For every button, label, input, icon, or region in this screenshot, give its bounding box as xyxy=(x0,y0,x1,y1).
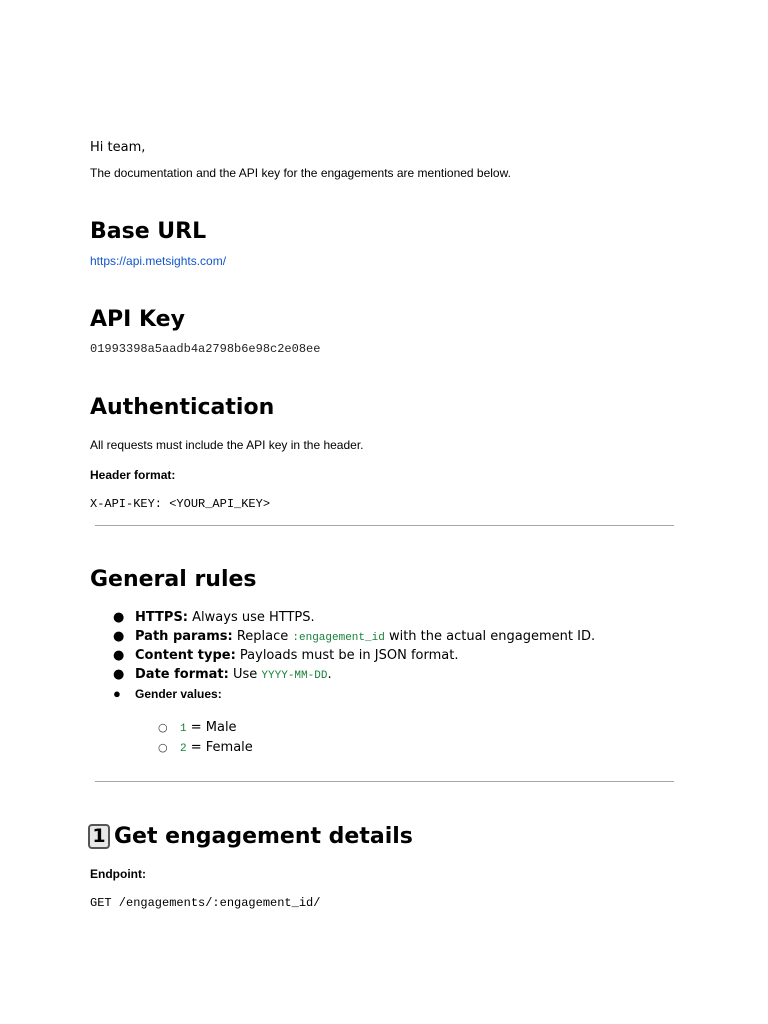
bullet-icon: ● xyxy=(113,648,125,663)
rule-code: YYYY-MM-DD xyxy=(261,670,328,682)
list-item xyxy=(158,739,253,759)
rule-label: Path params: xyxy=(135,629,233,644)
gender-code: 2 xyxy=(180,743,187,755)
bullet-icon: ● xyxy=(113,686,121,701)
list-item xyxy=(90,666,595,685)
rule-code: :engagement_id xyxy=(292,632,385,644)
rule-text: Use xyxy=(228,667,262,682)
rule-text: with the actual engagement ID. xyxy=(384,629,596,644)
greeting: Hi team, xyxy=(90,140,146,155)
circle-bullet-icon: ○ xyxy=(158,721,168,734)
rule-text: Payloads must be in JSON format. xyxy=(235,648,459,663)
list-item xyxy=(158,719,253,739)
general-rules-list xyxy=(90,609,595,704)
rule-label: Content type: xyxy=(135,648,236,663)
rule-label: HTTPS: xyxy=(135,610,189,625)
keycap-number-icon: 1 xyxy=(88,824,110,849)
authentication-text: All requests must include the API key in the header. xyxy=(90,438,364,452)
circle-bullet-icon: ○ xyxy=(158,741,168,754)
api-key-heading: API Key xyxy=(90,307,185,332)
rule-label: Date format: xyxy=(135,667,229,682)
gender-code: 1 xyxy=(180,723,187,735)
section-1-heading xyxy=(88,824,413,850)
intro-text: The documentation and the API key for the engagements are mentioned below. xyxy=(90,166,511,180)
list-item xyxy=(90,685,595,704)
gender-label: = Female xyxy=(186,740,253,755)
gender-label: = Male xyxy=(186,720,237,735)
endpoint-code: GET /engagements/:engagement_id/ xyxy=(90,896,321,910)
api-key-value: 01993398a5aadb4a2798b6e98c2e08ee xyxy=(90,342,321,356)
rule-label: Gender values: xyxy=(135,687,222,701)
section-1-title: Get engagement details xyxy=(114,824,413,849)
base-url-heading: Base URL xyxy=(90,219,207,244)
gender-values-list xyxy=(158,719,253,759)
authentication-heading: Authentication xyxy=(90,395,275,420)
base-url-link[interactable]: https://api.metsights.com/ xyxy=(90,254,227,268)
divider xyxy=(95,781,674,782)
list-item xyxy=(90,647,595,666)
rule-text: . xyxy=(327,667,332,682)
divider xyxy=(95,525,674,526)
bullet-icon: ● xyxy=(113,610,125,625)
header-format-label: Header format: xyxy=(90,468,176,482)
list-item xyxy=(90,628,595,647)
rule-text: Always use HTTPS. xyxy=(188,610,315,625)
bullet-icon: ● xyxy=(113,667,125,682)
header-format-code: X-API-KEY: <YOUR_API_KEY> xyxy=(90,497,271,511)
rule-text: Replace xyxy=(232,629,293,644)
list-item xyxy=(90,609,595,628)
endpoint-label: Endpoint: xyxy=(90,867,146,881)
general-rules-heading: General rules xyxy=(90,567,257,592)
bullet-icon: ● xyxy=(113,629,125,644)
